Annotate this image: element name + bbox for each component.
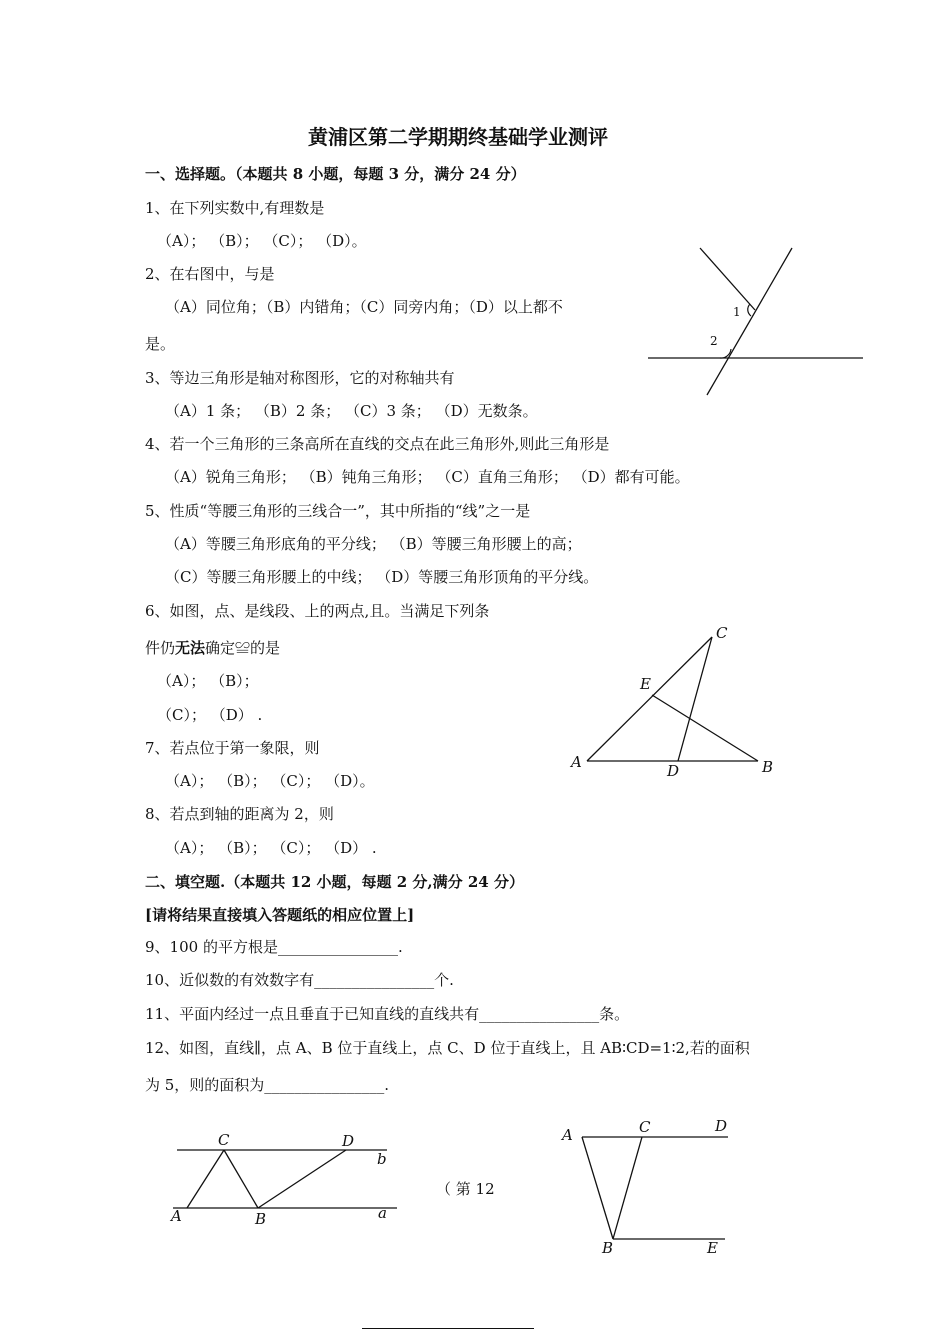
point-a-label: A bbox=[571, 753, 582, 771]
line-b-label: b bbox=[377, 1150, 387, 1168]
segment-dc bbox=[678, 637, 712, 761]
section1-heading: 一、选择题。（本题共 8 小题，每题 3 分，满分 24 分） bbox=[145, 165, 526, 183]
q8-options: （A）； （B）； （C）； （D） . bbox=[165, 839, 377, 857]
q2-options-cont: 是。 bbox=[145, 335, 176, 353]
q2-options: （A）同位角；（B）内错角；（C）同旁内角；（D）以上都不 bbox=[165, 298, 563, 316]
q6-stem-cont: 件仍无法确定≌的是 bbox=[145, 639, 281, 657]
q1-stem: 1、在下列实数中,有理数是 bbox=[145, 199, 325, 217]
point-b-label: B bbox=[255, 1210, 267, 1228]
point-a-label: A bbox=[562, 1126, 573, 1144]
point-a-label: A bbox=[171, 1207, 182, 1225]
point-d-label: D bbox=[342, 1132, 355, 1150]
segment-eb bbox=[652, 695, 758, 761]
footer-rule bbox=[362, 1328, 534, 1329]
triangle-figure bbox=[565, 620, 785, 785]
angle-1-label: 1 bbox=[733, 305, 741, 319]
line-a-label: a bbox=[378, 1204, 387, 1222]
angle-2-label: 2 bbox=[710, 334, 718, 348]
point-d-label: D bbox=[667, 762, 680, 780]
trapezoid-figure bbox=[555, 1115, 745, 1260]
parallel-lines-figure bbox=[165, 1128, 405, 1233]
q5-stem: 5、性质“等腰三角形的三线合一”，其中所指的“线”之一是 bbox=[145, 502, 531, 520]
segment-ac bbox=[587, 637, 712, 761]
q4-options: （A）锐角三角形； （B）钝角三角形； （C）直角三角形； （D）都有可能。 bbox=[165, 468, 690, 486]
slanted-line bbox=[700, 248, 755, 310]
q3-options: （A）1 条； （B）2 条； （C）3 条； （D）无数条。 bbox=[165, 402, 538, 420]
q5-option-row2: （C）等腰三角形腰上的中线； （D）等腰三角形顶角的平分线。 bbox=[165, 568, 599, 586]
q12-cont: 为 5，则的面积为________________. bbox=[145, 1076, 390, 1094]
segment-cb bbox=[613, 1137, 642, 1239]
q7-options: （A）； （B）； （C）； （D）。 bbox=[165, 772, 375, 790]
segment-ac bbox=[187, 1150, 224, 1208]
point-e-label: E bbox=[707, 1239, 718, 1257]
q5-option-row1: （A）等腰三角形底角的平分线； （B）等腰三角形腰上的高； bbox=[165, 535, 582, 553]
q2-stem: 2、在右图中，与是 bbox=[145, 265, 275, 283]
page-title: 黄浦区第二学期期终基础学业测评 bbox=[308, 125, 608, 149]
segment-bd bbox=[258, 1150, 346, 1208]
q3-stem: 3、等边三角形是轴对称图形，它的对称轴共有 bbox=[145, 369, 455, 387]
q10: 10、近似数的有效数字有________________个. bbox=[145, 971, 454, 989]
q9: 9、100 的平方根是________________. bbox=[145, 938, 403, 956]
point-d-label: D bbox=[715, 1117, 728, 1135]
segment-ab bbox=[582, 1137, 613, 1239]
point-c-label: C bbox=[218, 1131, 230, 1149]
point-e-label: E bbox=[640, 675, 651, 693]
q8-stem: 8、若点到轴的距离为 2，则 bbox=[145, 805, 334, 823]
q4-stem: 4、若一个三角形的三条高所在直线的交点在此三角形外,则此三角形是 bbox=[145, 435, 610, 453]
q6-stem: 6、如图，点、是线段、上的两点,且。当满足下列条 bbox=[145, 602, 490, 620]
q11: 11、平面内经过一点且垂直于已知直线的直线共有________________条。 bbox=[145, 1005, 630, 1023]
section2-note: [请将结果直接填入答题纸的相应位置上] bbox=[145, 906, 415, 924]
point-c-label: C bbox=[639, 1118, 651, 1136]
figure12-caption: （ 第 12 bbox=[436, 1180, 495, 1198]
point-c-label: C bbox=[716, 624, 728, 642]
q12: 12、如图，直线∥，点 A、B 位于直线上，点 C、D 位于直线上，且 AB∶CD=1∶2,若的面积 bbox=[145, 1039, 750, 1057]
point-b-label: B bbox=[602, 1239, 614, 1257]
q6-option-row1: （A）； （B）； bbox=[157, 672, 259, 690]
angle-figure bbox=[640, 240, 870, 405]
section2-heading: 二、填空题.（本题共 12 小题，每题 2 分,满分 24 分） bbox=[145, 873, 524, 891]
q6-option-row2: （C）； （D） . bbox=[157, 706, 263, 724]
q7-stem: 7、若点位于第一象限，则 bbox=[145, 739, 320, 757]
point-b-label: B bbox=[762, 758, 774, 776]
q1-options: （A）； （B）； （C）； （D）。 bbox=[157, 232, 367, 250]
segment-cb bbox=[224, 1150, 258, 1208]
